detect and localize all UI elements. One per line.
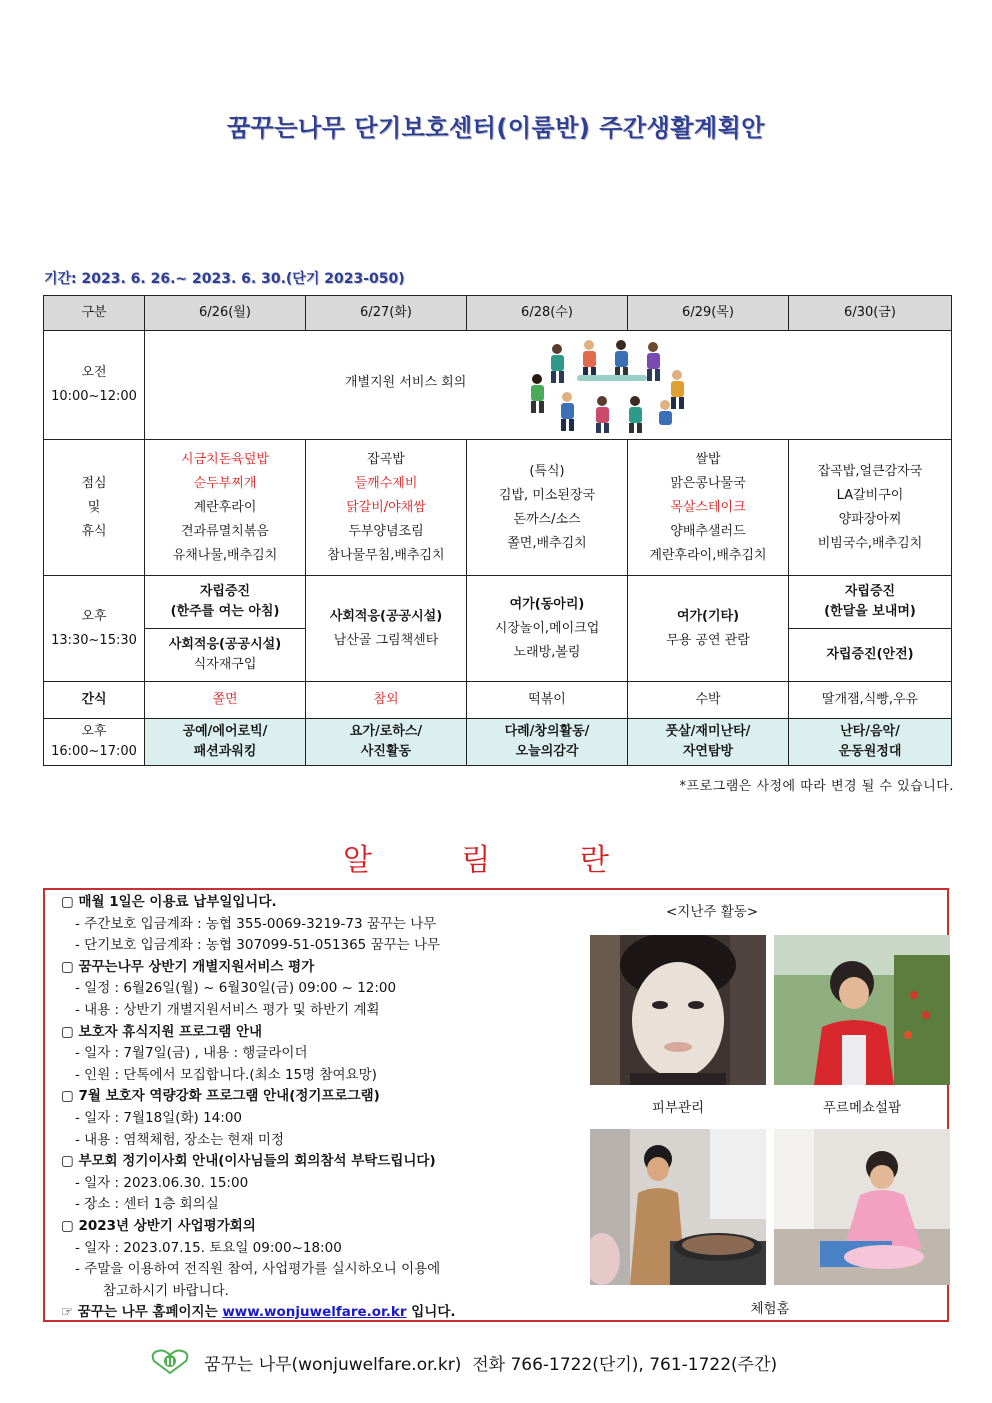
menu-item: 닭갈비/야채쌈 <box>346 499 426 515</box>
morning-label-text: 오전 <box>81 365 107 380</box>
notice-detail: - 일자 : 2023.07.15. 토요일 09:00~18:00 <box>75 1239 342 1256</box>
header-day: 6/29(목) <box>628 296 789 331</box>
program-title: 사회적응(공공시설) <box>168 637 282 652</box>
lunch-menu-tue <box>306 440 467 576</box>
notice-detail: - 장소 : 센터 1층 회의실 <box>75 1196 219 1213</box>
footer-contact: 꿈꾸는 나무(wonjuwelfare.or.kr) 전화 766-1722(단기), 761-1722(주간) <box>204 1354 778 1375</box>
program-line: 풋살/재미난타/ <box>665 724 751 739</box>
meeting-illustration-icon <box>517 335 707 435</box>
lunch-menu-wed <box>467 440 628 576</box>
afternoon-row-top <box>44 576 952 629</box>
page-title: 꿈꾸는나무 단기보호센터(이룸반) 주간생활계획안 <box>226 114 765 142</box>
program-line: 난타/음악/ <box>840 724 900 739</box>
notice-detail: - 주말을 이용하여 전직원 참여, 사업평가를 실시하오니 이용에 <box>75 1261 441 1278</box>
past-activities-title: <지난주 활동> <box>666 904 759 920</box>
homepage-prefix: ☞ 꿈꾸는 나무 홈페이지는 <box>61 1304 218 1321</box>
menu-item: 시금치돈육덮밥 <box>181 451 269 467</box>
program-title: 여가(기타) <box>676 608 740 624</box>
menu-item: 계란후라이 <box>193 499 257 515</box>
lunch-row <box>44 440 952 576</box>
program-line: 자연탐방 <box>682 744 734 759</box>
late-label-text: 오후 <box>81 724 107 739</box>
late-program-wed <box>467 719 628 766</box>
header-day: 6/27(화) <box>306 296 467 331</box>
menu-item: 쫄면,배추김치 <box>507 535 587 551</box>
program-title: 사회적응(공공시설) <box>329 608 443 624</box>
header-day: 6/30(금) <box>789 296 952 331</box>
program-title: 자립증진 <box>844 584 896 599</box>
menu-item: 순두부찌개 <box>193 475 257 491</box>
lunch-menu-mon <box>145 440 306 576</box>
snack-row <box>44 682 952 719</box>
homepage-link[interactable]: www.wonjuwelfare.or.kr <box>222 1304 407 1321</box>
afternoon-mon-bottom <box>145 629 306 682</box>
late-program-fri <box>789 719 952 766</box>
lunch-label <box>44 440 145 576</box>
menu-item: 양배추샐러드 <box>670 523 746 539</box>
program-title: 자립증진 <box>199 584 251 599</box>
menu-item: 돈까스/소스 <box>513 511 581 527</box>
snack-item: 떡볶이 <box>467 682 628 719</box>
menu-item: 비빔국수,배추김치 <box>817 535 923 551</box>
menu-item: 쌀밥 <box>695 451 721 467</box>
menu-item: 견과류멸치볶음 <box>181 523 269 539</box>
header-day: 6/26(월) <box>145 296 306 331</box>
afternoon-wed <box>467 576 628 682</box>
program-line: 운동원정대 <box>838 744 902 759</box>
morning-content-cell <box>145 331 952 440</box>
menu-item: 잡곡밥 <box>367 451 405 467</box>
notice-detail: - 내용 : 염책체험, 장소는 현재 미정 <box>75 1131 284 1148</box>
notice-heading: ▢ 꿈꾸는나무 상반기 개별지원서비스 평가 <box>61 958 315 975</box>
program-detail: 식자재구입 <box>193 657 257 672</box>
late-afternoon-label <box>44 719 145 766</box>
homepage-suffix: 입니다. <box>411 1304 456 1321</box>
program-detail: (한달을 보내며) <box>824 604 916 619</box>
snack-item: 수박 <box>628 682 789 719</box>
weekly-schedule-table <box>43 295 952 766</box>
footer <box>150 1349 777 1375</box>
notice-detail: - 인원 : 단톡에서 모집합니다.(최소 15명 참여요망) <box>75 1066 377 1083</box>
late-afternoon-row <box>44 719 952 766</box>
caption-experience-home: 체험홈 <box>750 1301 790 1317</box>
notice-detail: - 일자 : 7월18일(화) 14:00 <box>75 1109 242 1126</box>
morning-time: 10:00~12:00 <box>51 389 137 404</box>
notice-detail: - 일자 : 2023.06.30. 15:00 <box>75 1174 249 1191</box>
notice-heading: ▢ 7월 보호자 역량강화 프로그램 안내(정기프로그램) <box>61 1088 380 1105</box>
notice-detail: - 일정 : 6월26일(월) ~ 6월30일(금) 09:00 ~ 12:00 <box>75 980 397 997</box>
table-header-row <box>44 296 952 331</box>
late-program-tue <box>306 719 467 766</box>
homepage-line <box>61 1302 591 1324</box>
cooking-photo <box>590 1129 766 1285</box>
morning-row <box>44 331 952 440</box>
tree-logo-icon <box>150 1349 190 1375</box>
lunch-label-line: 및 <box>87 499 101 515</box>
snack-label: 간식 <box>44 682 145 719</box>
caption-farm: 푸르메쇼설팜 <box>822 1100 902 1116</box>
morning-content: 개별지원 서비스 회의 <box>345 375 467 390</box>
lunch-label-line: 휴식 <box>81 523 107 539</box>
lunch-label-line: 점심 <box>81 475 107 491</box>
notice-detail: - 일자 : 7월7일(금) , 내용 : 행글라이더 <box>75 1045 308 1062</box>
program-line: 요가/로하스/ <box>349 724 423 739</box>
experience-home-photo <box>774 1129 950 1285</box>
farm-photo <box>774 935 950 1085</box>
menu-item: 참나물무침,배추김치 <box>327 547 445 563</box>
notice-heading: ▢ 보호자 휴식지원 프로그램 안내 <box>61 1023 263 1040</box>
menu-item: (특식) <box>529 463 565 479</box>
afternoon-label <box>44 576 145 682</box>
late-program-mon <box>145 719 306 766</box>
program-line: 공예/에어로빅/ <box>182 724 268 739</box>
afternoon-label-text: 오후 <box>81 608 107 624</box>
program-detail: 남산골 그림책센타 <box>333 632 439 648</box>
caption-skin-care: 피부관리 <box>651 1100 705 1116</box>
menu-item: 유채나물,배추김치 <box>172 547 278 563</box>
notice-detail: 참고하시기 바랍니다. <box>103 1282 229 1299</box>
program-line: 오늘의감각 <box>515 744 579 759</box>
afternoon-time: 13:30~15:30 <box>51 632 137 648</box>
menu-item: 두부양념조림 <box>348 523 424 539</box>
notice-detail: - 단기보호 입금계좌 : 농협 307099-51-051365 꿈꾸는 나무 <box>75 937 441 954</box>
notice-detail: - 내용 : 상반기 개별지원서비스 평가 및 하반기 계획 <box>75 1001 380 1018</box>
late-time: 16:00~17:00 <box>51 744 137 759</box>
program-detail: 무용 공연 관람 <box>666 632 750 648</box>
menu-item: 잡곡밥,얼큰감자국 <box>817 463 923 479</box>
morning-label <box>44 331 145 440</box>
program-detail: 노래방,볼링 <box>513 644 581 660</box>
header-category: 구분 <box>44 296 145 331</box>
period-label: 기간: 2023. 6. 26.~ 2023. 6. 30.(단기 2023-050) <box>44 271 405 287</box>
late-program-thu <box>628 719 789 766</box>
snack-item: 딸개잼,식빵,우유 <box>789 682 952 719</box>
menu-item: LA갈비구이 <box>836 487 904 503</box>
notice-heading: ▢ 부모회 정기이사회 안내(이사님들의 회의참석 부탁드립니다) <box>61 1153 436 1170</box>
program-line: 패션과워킹 <box>193 744 257 759</box>
notice-heading: ▢ 2023년 상반기 사업평가회의 <box>61 1217 256 1234</box>
menu-item: 김밥, 미소된장국 <box>498 487 596 503</box>
program-detail: (한주를 여는 아침) <box>170 604 280 619</box>
snack-item: 참외 <box>306 682 467 719</box>
afternoon-fri-bottom <box>789 629 952 682</box>
snack-item: 쫄면 <box>145 682 306 719</box>
notice-heading: ▢ 매월 1일은 이용료 납부일입니다. <box>61 894 277 910</box>
lunch-menu-thu <box>628 440 789 576</box>
afternoon-thu <box>628 576 789 682</box>
change-note: *프로그램은 사정에 따라 변경 될 수 있습니다. <box>679 779 954 794</box>
menu-item: 양파장아찌 <box>838 511 902 527</box>
program-title: 여가(동아리) <box>509 596 585 612</box>
afternoon-tue <box>306 576 467 682</box>
afternoon-mon-top <box>145 576 306 629</box>
header-day: 6/28(수) <box>467 296 628 331</box>
menu-item: 들깨수제비 <box>354 475 418 491</box>
notice-list <box>61 892 591 1324</box>
program-title: 자립증진(안전) <box>826 647 914 662</box>
menu-item: 목살스테이크 <box>670 499 746 515</box>
notice-title: 알 림 란 <box>342 843 649 878</box>
program-line: 다례/창의활동/ <box>504 724 590 739</box>
menu-item: 계란후라이,배추김치 <box>649 547 767 563</box>
skin-care-photo <box>590 935 766 1085</box>
notice-detail: - 주간보호 입금계좌 : 농협 355-0069-3219-73 꿈꾸는 나무 <box>75 915 437 932</box>
program-detail: 시장놀이,메이크업 <box>494 620 600 636</box>
lunch-menu-fri <box>789 440 952 576</box>
afternoon-fri-top <box>789 576 952 629</box>
menu-item: 맑은콩나물국 <box>670 475 746 491</box>
program-line: 사진활동 <box>360 744 412 759</box>
